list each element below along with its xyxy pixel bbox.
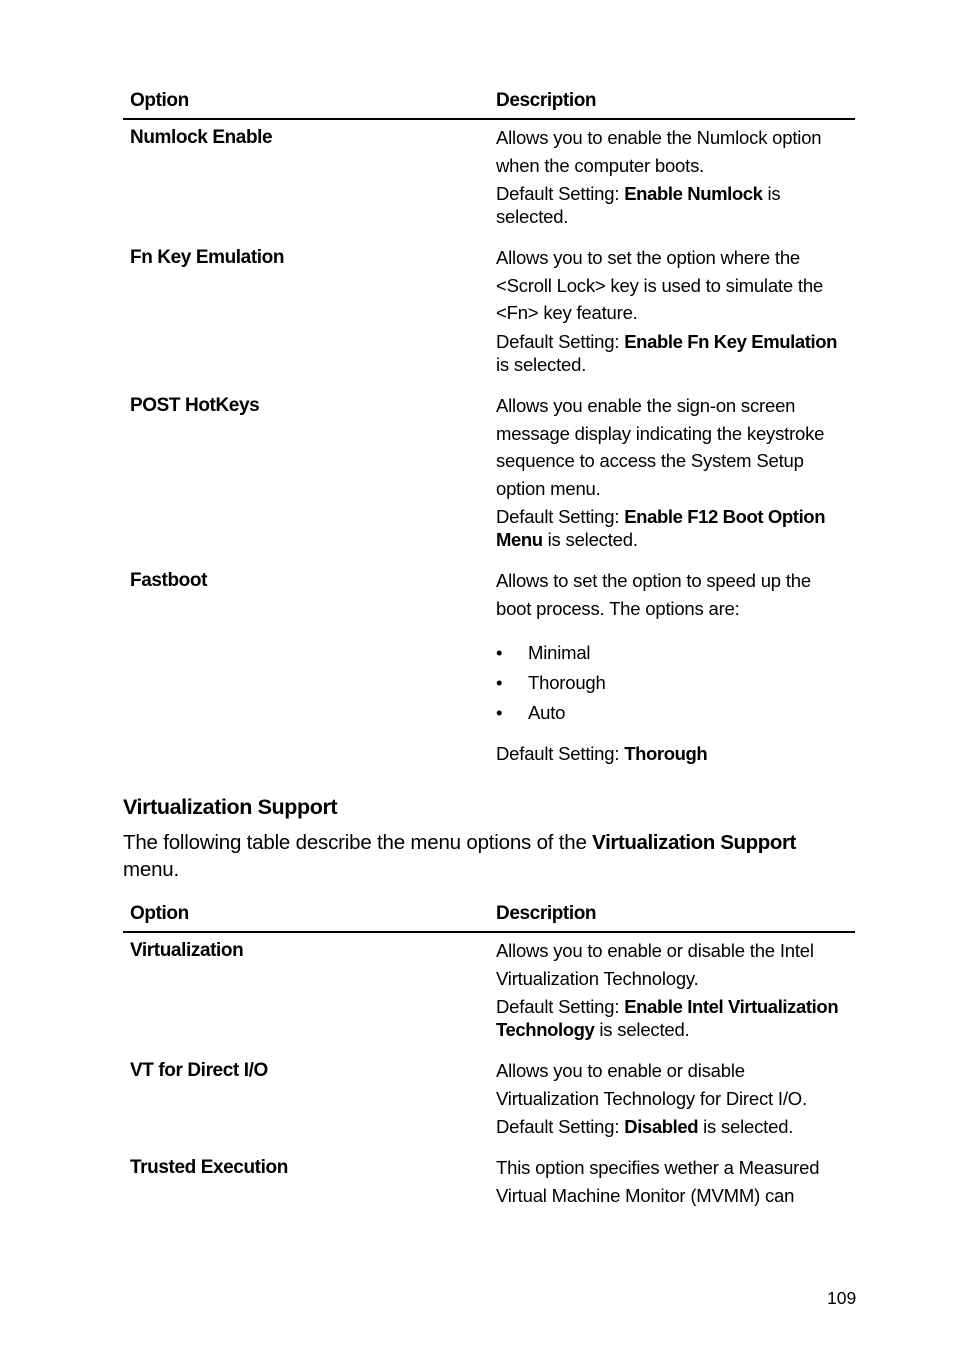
default-setting: Default Setting: Disabled is selected. bbox=[496, 1116, 794, 1137]
description-text: Allows you to enable or disable Virtualization Technology for Direct I/O. bbox=[496, 1060, 807, 1109]
description-text: Allows you enable the sign-on screen message display indicating the keystroke sequence to access the System Setup option menu. bbox=[496, 395, 825, 499]
options-list bbox=[496, 638, 851, 728]
option-name: Fn Key Emulation bbox=[130, 247, 285, 268]
section-title: Virtualization Support bbox=[123, 795, 338, 819]
option-description bbox=[496, 937, 851, 1041]
description-column-header: Description bbox=[496, 903, 597, 924]
option-name: VT for Direct I/O bbox=[130, 1060, 268, 1081]
menu-name: Virtualization Support bbox=[592, 831, 796, 854]
default-value: Disabled bbox=[624, 1116, 699, 1137]
bullet-icon: • bbox=[496, 642, 503, 663]
default-value: Enable Intel Virtualization Technology bbox=[496, 996, 839, 1040]
default-value: Enable Numlock bbox=[624, 183, 763, 204]
option-name: POST HotKeys bbox=[130, 395, 260, 416]
option-description bbox=[496, 124, 851, 228]
list-item: • Thorough bbox=[496, 668, 851, 698]
option-column-header: Option bbox=[130, 90, 189, 111]
section-intro: The following table describe the menu options of the Virtualization Support menu. bbox=[123, 831, 796, 881]
page-number: 109 bbox=[827, 1288, 857, 1308]
bullet-icon: • bbox=[496, 702, 503, 723]
description-text: Allows you to set the option where the <Scroll Lock> key is used to simulate the <Fn> key feature. bbox=[496, 247, 824, 323]
option-column-header: Option bbox=[130, 903, 189, 924]
description-text: This option specifies wether a Measured Virtual Machine Monitor (MVMM) can bbox=[496, 1157, 820, 1206]
table-header bbox=[123, 84, 855, 120]
option-description bbox=[496, 567, 851, 765]
option-description bbox=[496, 1154, 851, 1209]
option-name: Virtualization bbox=[130, 940, 244, 961]
description-text: Allows you to enable the Numlock option when the computer boots. bbox=[496, 127, 822, 176]
default-value: Enable F12 Boot Option Menu bbox=[496, 506, 826, 550]
default-setting: Default Setting: Enable Fn Key Emulation is selected. bbox=[496, 330, 838, 375]
description-text: Allows to set the option to speed up the boot process. The options are: bbox=[496, 570, 811, 619]
default-setting: Default Setting: Thorough bbox=[496, 743, 708, 764]
default-value: Enable Fn Key Emulation bbox=[624, 330, 838, 352]
list-item: • Auto bbox=[496, 698, 851, 728]
option-description bbox=[496, 244, 851, 376]
default-setting: Default Setting: Enable F12 Boot Option Menu is selected. bbox=[496, 506, 826, 550]
option-name: Fastboot bbox=[130, 570, 208, 591]
option-name: Trusted Execution bbox=[130, 1157, 288, 1178]
table-header bbox=[123, 897, 855, 933]
list-item: • Minimal bbox=[496, 638, 851, 668]
default-value: Thorough bbox=[624, 743, 708, 764]
default-setting: Default Setting: Enable Numlock is selected. bbox=[496, 183, 781, 227]
bios-options-table bbox=[123, 84, 855, 774]
option-description bbox=[496, 392, 851, 551]
description-column-header: Description bbox=[496, 90, 597, 111]
virtualization-options-table bbox=[123, 897, 855, 1217]
default-setting: Default Setting: Enable Intel Virtualization Technology is selected. bbox=[496, 996, 839, 1040]
description-text: Allows you to enable or disable the Intel Virtualization Technology. bbox=[496, 940, 814, 989]
option-name: Numlock Enable bbox=[130, 127, 273, 148]
bullet-icon: • bbox=[496, 672, 503, 693]
option-description bbox=[496, 1057, 851, 1138]
